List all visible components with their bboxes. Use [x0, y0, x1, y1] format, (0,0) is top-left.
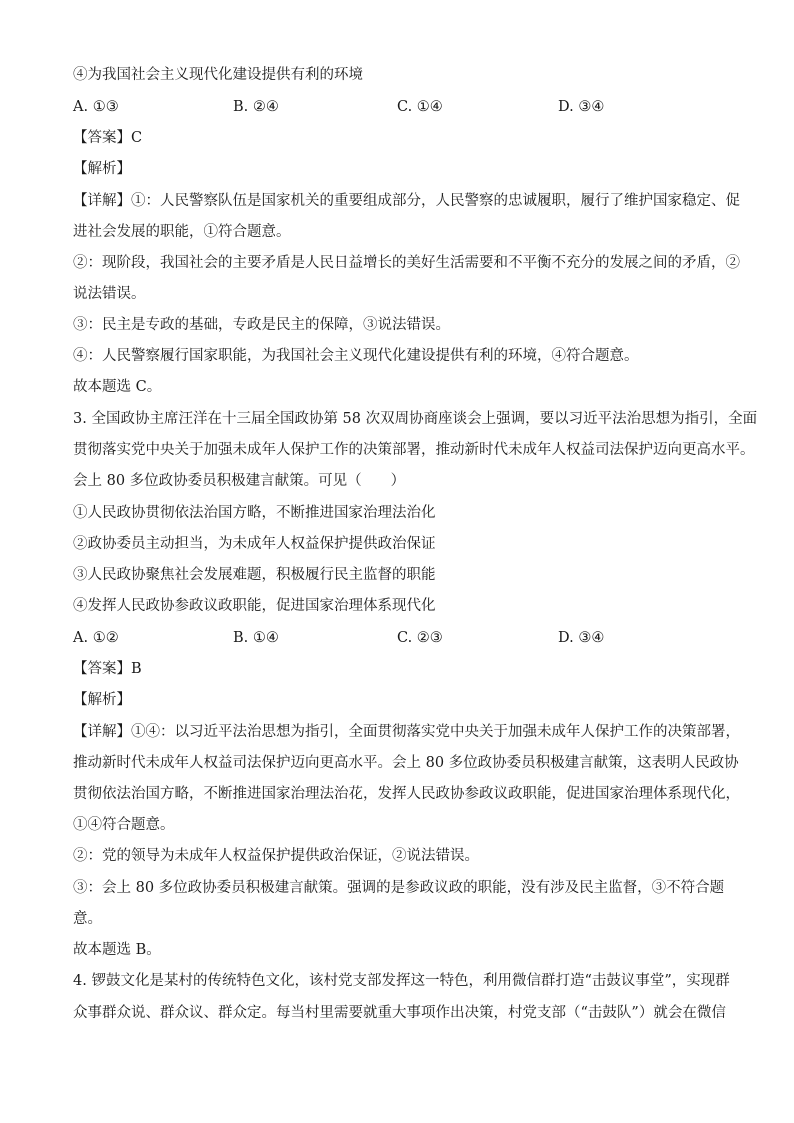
q4-stem-line: 4. 锣鼓文化是某村的传统特色文化，该村党支部发挥这一特色，利用微信群打造“击鼓议事堂”，实现群	[73, 973, 730, 989]
q3-detail-line: ①④符合题意。	[73, 817, 175, 833]
q3-statement-2: ②政协委员主动担当，为未成年人权益保护提供政治保证	[73, 536, 436, 552]
q3-statement-3: ③人民政协聚焦社会发展难题，积极履行民主监督的职能	[73, 567, 436, 583]
q3-detail-line: 意。	[73, 911, 102, 927]
q2-option-b: B. ②④	[233, 99, 279, 115]
q3-detail-line: ②：党的领导为未成年人权益保护提供政治保证，②说法错误。	[73, 848, 479, 864]
q3-analysis-label: 【解析】	[73, 692, 131, 708]
q3-stem-line: 3. 全国政协主席汪洋在十三届全国政协第 58 次双周协商座谈会上强调，要以习近平法治思想为指引，全面	[73, 411, 758, 427]
q2-detail-line: 说法错误。	[73, 286, 146, 302]
q3-option-a: A. ①②	[73, 630, 119, 646]
q2-conclusion: 故本题选 C。	[73, 379, 162, 395]
q3-detail-line: 【详解】①④：以习近平法治思想为指引，全面贯彻落实党中央关于加强未成年人保护工作的决策部署，	[73, 724, 740, 740]
q2-detail-line: 进社会发展的职能，①符合题意。	[73, 224, 291, 240]
q2-detail-line: ④：人民警察履行国家职能，为我国社会主义现代化建设提供有利的环境，④符合题意。	[73, 348, 639, 364]
q2-option-a: A. ①③	[73, 99, 119, 115]
q3-stem-line: 贯彻落实党中央关于加强未成年人保护工作的决策部署，推动新时代未成年人权益司法保护迈向更高水平。	[73, 442, 755, 458]
q2-detail-line: 【详解】①：人民警察队伍是国家机关的重要组成部分，人民警察的忠诚履职，履行了维护国家稳定、促	[73, 193, 740, 209]
q2-option-c: C. ①④	[397, 99, 443, 115]
q2-option-d: D. ③④	[558, 99, 605, 115]
q2-statement-4: ④为我国社会主义现代化建设提供有利的环境	[73, 67, 363, 83]
q3-statement-1: ①人民政协贯彻依法治国方略，不断推进国家治理法治化	[73, 505, 436, 521]
q2-analysis-label: 【解析】	[73, 161, 131, 177]
q2-answer: 【答案】C	[73, 130, 143, 146]
q3-conclusion: 故本题选 B。	[73, 942, 161, 958]
q3-option-d: D. ③④	[558, 630, 605, 646]
q3-option-b: B. ①④	[233, 630, 279, 646]
q3-stem-line: 会上 80 多位政协委员积极建言献策。可见（ ）	[73, 473, 406, 489]
q3-detail-line: ③：会上 80 多位政协委员积极建言献策。强调的是参政议政的职能，没有涉及民主监督，③不符合题	[73, 880, 725, 896]
q3-detail-line: 贯彻依法治国方略，不断推进国家治理法治花，发挥人民政协参政议政职能，促进国家治理体系现代化，	[73, 786, 740, 802]
q3-option-c: C. ②③	[397, 630, 443, 646]
q3-statement-4: ④发挥人民政协参政议政职能，促进国家治理体系现代化	[73, 598, 436, 614]
q2-detail-line: ②：现阶段，我国社会的主要矛盾是人民日益增长的美好生活需要和不平衡不充分的发展之间的矛盾，②	[73, 255, 740, 271]
q3-answer: 【答案】B	[73, 661, 142, 677]
q4-stem-line: 众事群众说、群众议、群众定。每当村里需要就重大事项作出决策，村党支部（“击鼓队”）就会在微信	[73, 1005, 726, 1021]
q2-detail-line: ③：民主是专政的基础，专政是民主的保障，③说法错误。	[73, 317, 450, 333]
q3-detail-line: 推动新时代未成年人权益司法保护迈向更高水平。会上 80 多位政协委员积极建言献策，这表明人民政协	[73, 755, 739, 771]
